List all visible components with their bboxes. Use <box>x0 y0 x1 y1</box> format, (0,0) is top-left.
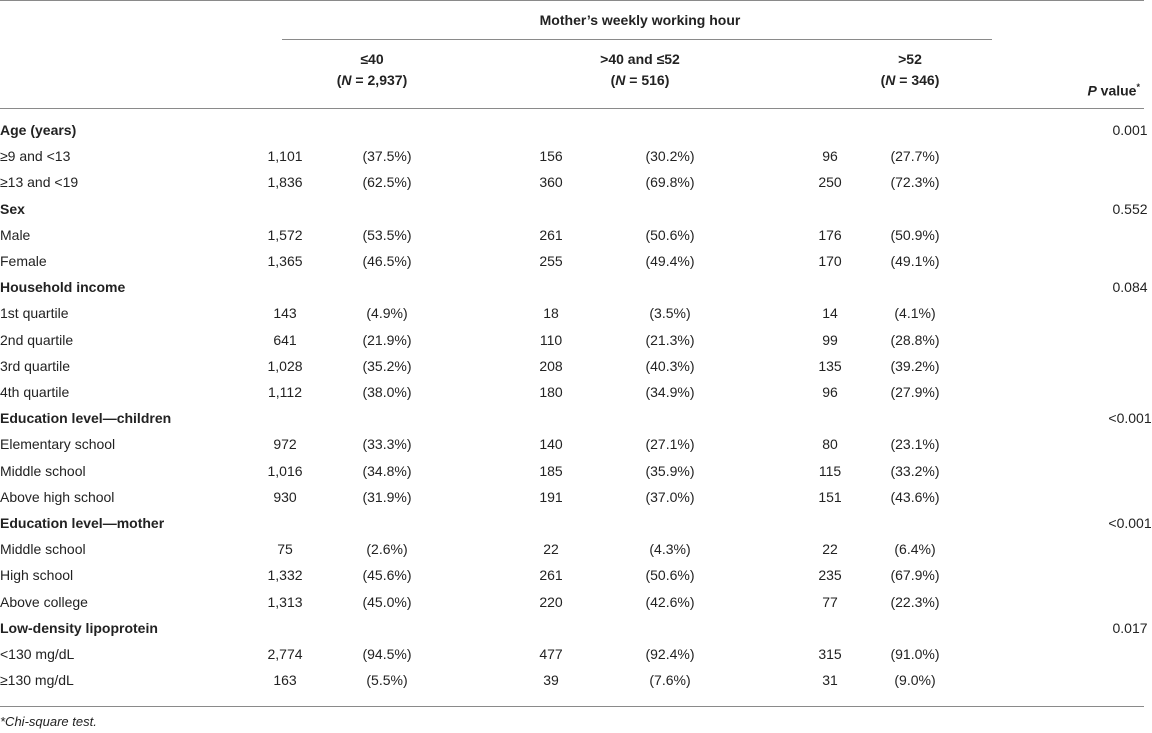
percent-le40: (33.3%) <box>362 436 412 453</box>
percent-gt52: (6.4%) <box>894 541 936 558</box>
row-label: 4th quartile <box>0 384 70 400</box>
count-le40: 143 <box>273 305 297 322</box>
count-40-52: 255 <box>539 253 563 269</box>
row-label: 2nd quartile <box>0 331 74 348</box>
top-rule <box>0 0 1144 1</box>
column-n: (N = 516) <box>610 72 670 88</box>
footnote: *Chi-square test. <box>0 714 97 729</box>
count-le40: 75 <box>277 541 293 558</box>
header-rule <box>0 108 1144 109</box>
row-label: Above college <box>0 593 88 610</box>
percent-40-52: (37.0%) <box>645 488 695 505</box>
bottom-rule <box>0 706 1144 707</box>
count-gt52: 315 <box>818 646 842 662</box>
section-label: Age (years) <box>0 122 77 138</box>
percent-40-52: (3.5%) <box>649 305 691 322</box>
column-n: (N = 346) <box>880 72 940 88</box>
row-label: ≥13 and <19 <box>0 174 79 191</box>
column-header-le40 <box>302 49 442 91</box>
row-label: ≥130 mg/dL <box>0 672 74 689</box>
percent-gt52: (91.0%) <box>890 646 940 662</box>
count-gt52: 96 <box>822 384 838 400</box>
count-40-52: 22 <box>543 541 559 558</box>
table-row <box>0 667 1144 693</box>
group-header: Mother’s weekly working hour <box>539 12 741 28</box>
count-40-52: 156 <box>539 148 563 165</box>
count-40-52: 110 <box>539 331 563 348</box>
percent-40-52: (34.9%) <box>645 384 695 400</box>
count-le40: 1,016 <box>267 462 303 479</box>
section-row <box>0 274 1148 300</box>
percent-gt52: (49.1%) <box>890 253 940 269</box>
pvalue-header: P value* <box>1087 82 1140 99</box>
column-header-40-52 <box>570 49 710 91</box>
count-40-52: 140 <box>539 436 563 453</box>
section-row <box>0 510 1152 536</box>
percent-40-52: (7.6%) <box>649 672 691 689</box>
percent-40-52: (30.2%) <box>645 148 695 165</box>
column-range: ≤40 <box>360 51 384 67</box>
row-label: ≥9 and <13 <box>0 148 71 165</box>
count-le40: 1,112 <box>268 384 302 400</box>
count-40-52: 18 <box>543 305 559 322</box>
section-row <box>0 117 1148 143</box>
percent-40-52: (21.3%) <box>645 331 695 348</box>
count-le40: 1,101 <box>267 148 303 165</box>
percent-40-52: (50.6%) <box>645 567 695 584</box>
percent-40-52: (40.3%) <box>645 357 695 374</box>
section-label: Education level—mother <box>0 515 165 531</box>
count-le40: 1,572 <box>267 226 303 243</box>
percent-gt52: (27.7%) <box>890 148 940 165</box>
table-row <box>0 379 1144 405</box>
table-row <box>0 458 1144 484</box>
count-le40: 972 <box>273 436 297 453</box>
count-gt52: 170 <box>818 253 842 269</box>
count-le40: 641 <box>273 331 297 348</box>
column-n: (N = 2,937) <box>336 72 408 88</box>
count-gt52: 235 <box>818 567 842 584</box>
section-label: Household income <box>0 279 126 296</box>
pvalue-cell: 0.084 <box>1112 279 1148 296</box>
percent-le40: (45.6%) <box>362 567 412 584</box>
percent-gt52: (23.1%) <box>890 436 940 453</box>
count-40-52: 208 <box>539 357 563 374</box>
percent-le40: (5.5%) <box>366 672 408 689</box>
count-le40: 1,836 <box>267 174 303 191</box>
percent-40-52: (4.3%) <box>649 541 691 558</box>
percent-le40: (34.8%) <box>362 462 412 479</box>
percent-le40: (2.6%) <box>366 541 408 558</box>
count-gt52: 250 <box>818 174 842 191</box>
row-label: Above high school <box>0 488 115 505</box>
column-header-gt52 <box>840 49 980 91</box>
table-row <box>0 169 1144 195</box>
row-label: <130 mg/dL <box>0 646 75 662</box>
section-label: Education level—children <box>0 410 172 427</box>
section-row <box>0 196 1148 222</box>
percent-le40: (4.9%) <box>366 305 408 322</box>
percent-le40: (35.2%) <box>362 357 412 374</box>
row-label: Middle school <box>0 541 86 558</box>
count-gt52: 80 <box>822 436 838 453</box>
table-row <box>0 484 1144 510</box>
row-label: Male <box>0 226 31 243</box>
percent-gt52: (33.2%) <box>890 462 940 479</box>
percent-le40: (45.0%) <box>362 593 412 610</box>
table-row <box>0 222 1144 248</box>
count-40-52: 180 <box>539 384 563 400</box>
pvalue-cell: <0.001 <box>1108 515 1152 531</box>
table-row <box>0 562 1144 588</box>
count-le40: 1,313 <box>267 593 303 610</box>
count-le40: 163 <box>273 672 297 689</box>
count-le40: 930 <box>273 488 297 505</box>
row-label: Elementary school <box>0 436 116 453</box>
count-gt52: 99 <box>822 331 838 348</box>
percent-le40: (62.5%) <box>362 174 412 191</box>
percent-gt52: (43.6%) <box>890 488 940 505</box>
count-40-52: 261 <box>539 567 563 584</box>
percent-gt52: (50.9%) <box>890 226 940 243</box>
count-le40: 1,332 <box>267 567 303 584</box>
percent-le40: (46.5%) <box>362 253 412 269</box>
percent-gt52: (39.2%) <box>890 357 940 374</box>
pvalue-cell: <0.001 <box>1108 410 1152 427</box>
percent-40-52: (49.4%) <box>645 253 695 269</box>
table-row <box>0 536 1144 562</box>
table-row <box>0 327 1144 353</box>
table-row <box>0 353 1144 379</box>
percent-le40: (94.5%) <box>362 646 412 662</box>
count-40-52: 220 <box>539 593 563 610</box>
row-label: 3rd quartile <box>0 357 71 374</box>
count-40-52: 360 <box>539 174 563 191</box>
count-gt52: 176 <box>818 226 842 243</box>
pvalue-cell: 0.017 <box>1112 619 1148 636</box>
table-row <box>0 300 1144 326</box>
count-gt52: 77 <box>822 593 838 610</box>
count-gt52: 31 <box>822 672 838 689</box>
count-40-52: 191 <box>539 488 563 505</box>
column-range: >40 and ≤52 <box>600 51 680 67</box>
count-gt52: 22 <box>822 541 838 558</box>
table-row <box>0 143 1144 169</box>
table-row <box>0 641 1144 667</box>
count-le40: 2,774 <box>267 646 303 662</box>
percent-gt52: (72.3%) <box>890 174 940 191</box>
pvalue-cell: 0.552 <box>1112 200 1148 217</box>
percent-40-52: (92.4%) <box>645 646 695 662</box>
percent-gt52: (9.0%) <box>894 672 936 689</box>
count-40-52: 39 <box>543 672 559 689</box>
count-le40: 1,028 <box>267 357 303 374</box>
section-label: Low-density lipoprotein <box>0 619 158 636</box>
row-label: 1st quartile <box>0 305 69 322</box>
row-label: Female <box>0 253 47 269</box>
table-row <box>0 589 1144 615</box>
count-40-52: 185 <box>539 462 563 479</box>
percent-le40: (37.5%) <box>362 148 412 165</box>
count-gt52: 151 <box>818 488 842 505</box>
count-gt52: 14 <box>822 305 838 322</box>
pvalue-cell: 0.001 <box>1112 122 1148 138</box>
table-row <box>0 248 1144 274</box>
percent-gt52: (27.9%) <box>890 384 940 400</box>
count-gt52: 115 <box>818 462 842 479</box>
percent-le40: (21.9%) <box>362 331 412 348</box>
section-row <box>0 615 1148 641</box>
percent-40-52: (69.8%) <box>645 174 695 191</box>
percent-le40: (53.5%) <box>362 226 412 243</box>
percent-le40: (38.0%) <box>362 384 412 400</box>
percent-gt52: (22.3%) <box>890 593 940 610</box>
percent-40-52: (42.6%) <box>645 593 695 610</box>
percent-gt52: (4.1%) <box>894 305 936 322</box>
percent-40-52: (50.6%) <box>645 226 695 243</box>
count-le40: 1,365 <box>267 253 303 269</box>
count-gt52: 135 <box>818 357 842 374</box>
section-row <box>0 405 1152 431</box>
count-40-52: 477 <box>539 646 563 662</box>
row-label: High school <box>0 567 74 584</box>
count-gt52: 96 <box>822 148 838 165</box>
row-label: Middle school <box>0 462 86 479</box>
percent-40-52: (27.1%) <box>645 436 695 453</box>
section-label: Sex <box>0 200 25 217</box>
percent-gt52: (67.9%) <box>890 567 940 584</box>
table-row <box>0 431 1144 457</box>
percent-le40: (31.9%) <box>362 488 412 505</box>
percent-gt52: (28.8%) <box>890 331 940 348</box>
group-rule <box>282 39 992 40</box>
count-40-52: 261 <box>539 226 563 243</box>
percent-40-52: (35.9%) <box>645 462 695 479</box>
column-range: >52 <box>898 51 922 67</box>
